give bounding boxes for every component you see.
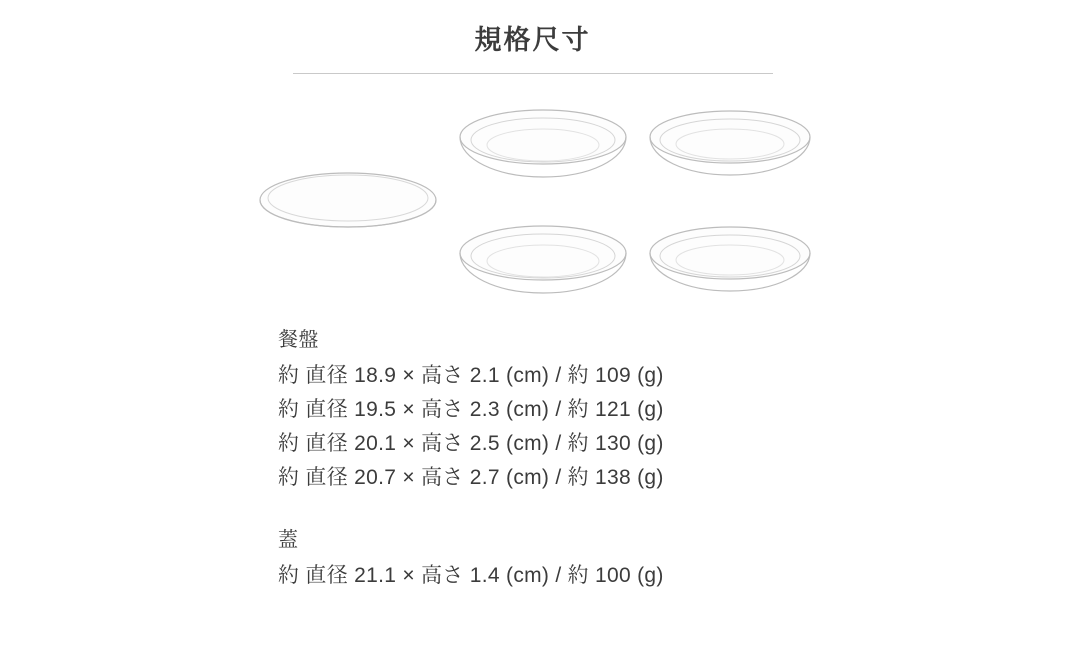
spec-line: 約 直径 20.7 × 高さ 2.7 (cm) / 約 138 (g) [278, 466, 664, 490]
plate-top-left [458, 107, 628, 197]
title-divider [293, 73, 773, 74]
specifications [278, 325, 1018, 593]
spec-line: 約 直径 20.1 × 高さ 2.5 (cm) / 約 130 (g) [278, 432, 664, 456]
spec-group-heading: 餐盤 [278, 329, 319, 351]
page-title-container [0, 24, 1065, 56]
spec-line: 約 直径 19.5 × 高さ 2.3 (cm) / 約 121 (g) [278, 398, 664, 422]
lid-flat-disc [258, 167, 438, 247]
spec-group-spacer [278, 495, 1018, 525]
spec-group-heading: 蓋 [278, 529, 299, 552]
product-illustration [240, 95, 840, 315]
spec-group-plate [278, 325, 1018, 495]
plate-bottom-right [648, 223, 813, 313]
spec-group-lid [278, 525, 1018, 593]
spec-line: 約 直径 18.9 × 高さ 2.1 (cm) / 約 109 (g) [278, 364, 664, 387]
spec-line: 約 直径 21.1 × 高さ 1.4 (cm) / 約 100 (g) [278, 564, 664, 588]
page-title: 規格尺寸 [474, 25, 591, 55]
plate-top-right [648, 107, 813, 197]
plate-bottom-left [458, 223, 628, 313]
